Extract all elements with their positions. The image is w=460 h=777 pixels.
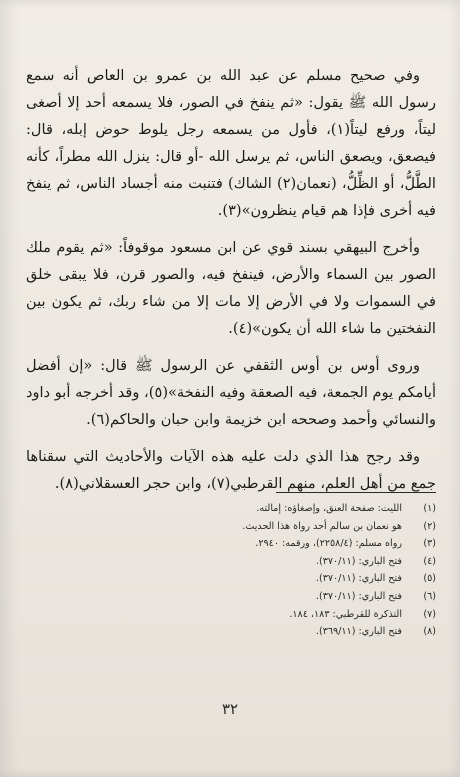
paragraph-bayhaqi: وأخرج البيهقي بسند قوي عن ابن مسعود موقوفاً: «ثم يقوم ملك الصور بين السماء والأرض، فينفخ فيه، والصور قرن، فلا يبقى خلق في السموات ولا في الأرض إلا مات إلا من شاء ربك، ثم يكون بين النفختين ما شاء الله أن يكون»(٤).: [26, 239, 436, 337]
footnote: [40, 623, 436, 641]
paragraph-conclusion: وقد رجح هذا الذي دلت عليه هذه الآيات والأحاديث التي سقناها جمع من أهل العلم، منهم القرطبي(٧)، وابن حجر العسقلاني(٨).: [26, 448, 436, 492]
footnote-text: رواه مسلم: (٢٢٥٨/٤)، ورقمه: ٢٩٤٠.: [255, 538, 402, 550]
footnote: [40, 570, 436, 588]
footnote: [40, 500, 436, 518]
footnote: [40, 518, 436, 536]
main-text: [26, 62, 436, 503]
footnote-text: فتح الباري: (٣٧٠/١١).: [315, 573, 402, 585]
page-number: ٣٢: [221, 700, 239, 718]
paragraph-muslim-hadith: وفي صحيح مسلم عن عبد الله بن عمرو بن العاص أنه سمع رسول الله ﷺ يقول: «ثم ينفخ في الصور، فلا يسمعه أحد إلا أصغى ليتاً، ورفع ليتاً(١)، فأول من يسمعه رجل يلوط حوض إبله، قال: فيصعق، ويصعق الناس، ثم يرسل الله -أو قال: ينزل الله مطراً، كأنه الطَّلُّ، أو الظِّلُّ، (نعمان(٢) الشاك) فتنبت منه أجساد الناس، ثم ينفخ فيه أخرى فإذا هم قيام ينظرون»(٣).: [26, 67, 437, 219]
paragraph-aws-hadith: وروى أوس بن أوس الثقفي عن الرسول ﷺ قال: «إن أفضل أيامكم يوم الجمعة، فيه الصعقة وفيه النفخة»(٥)، وقد أخرجه أبو داود والنسائي وأحمد وصححه ابن خزيمة وابن حبان والحاكم(٦).: [26, 357, 437, 428]
footnote-text: فتح الباري: (٣٦٩/١١).: [315, 626, 402, 638]
footnotes: [40, 500, 436, 641]
footnote-text: هو نعمان بن سالم أحد رواة هذا الحديث.: [242, 520, 402, 532]
footnote-text: التذكرة للقرطبي: ١٨٣، ١٨٤.: [289, 608, 402, 620]
footnote: [40, 588, 436, 606]
footnote: [40, 535, 436, 553]
footnote-text: فتح الباري: (٣٧٠/١١).: [315, 555, 402, 567]
footnote-number: (١): [423, 503, 436, 514]
footnote-number: (٣): [423, 538, 436, 550]
footnote-number: (٨): [423, 626, 436, 638]
footnote-number: (٧): [423, 608, 436, 620]
footnote: [40, 553, 436, 571]
footnote-number: (٢): [423, 520, 436, 532]
footnote: [40, 606, 436, 624]
footnote-number: (٥): [423, 573, 436, 585]
footnote-number: (٦): [423, 590, 436, 602]
footnote-text: الليت: صفحة العنق، وإصغاؤه: إمالته.: [256, 503, 402, 514]
footnote-text: فتح الباري: (٣٧٠/١١).: [315, 590, 402, 602]
footnote-separator: [276, 492, 436, 493]
footnote-number: (٤): [423, 555, 436, 567]
